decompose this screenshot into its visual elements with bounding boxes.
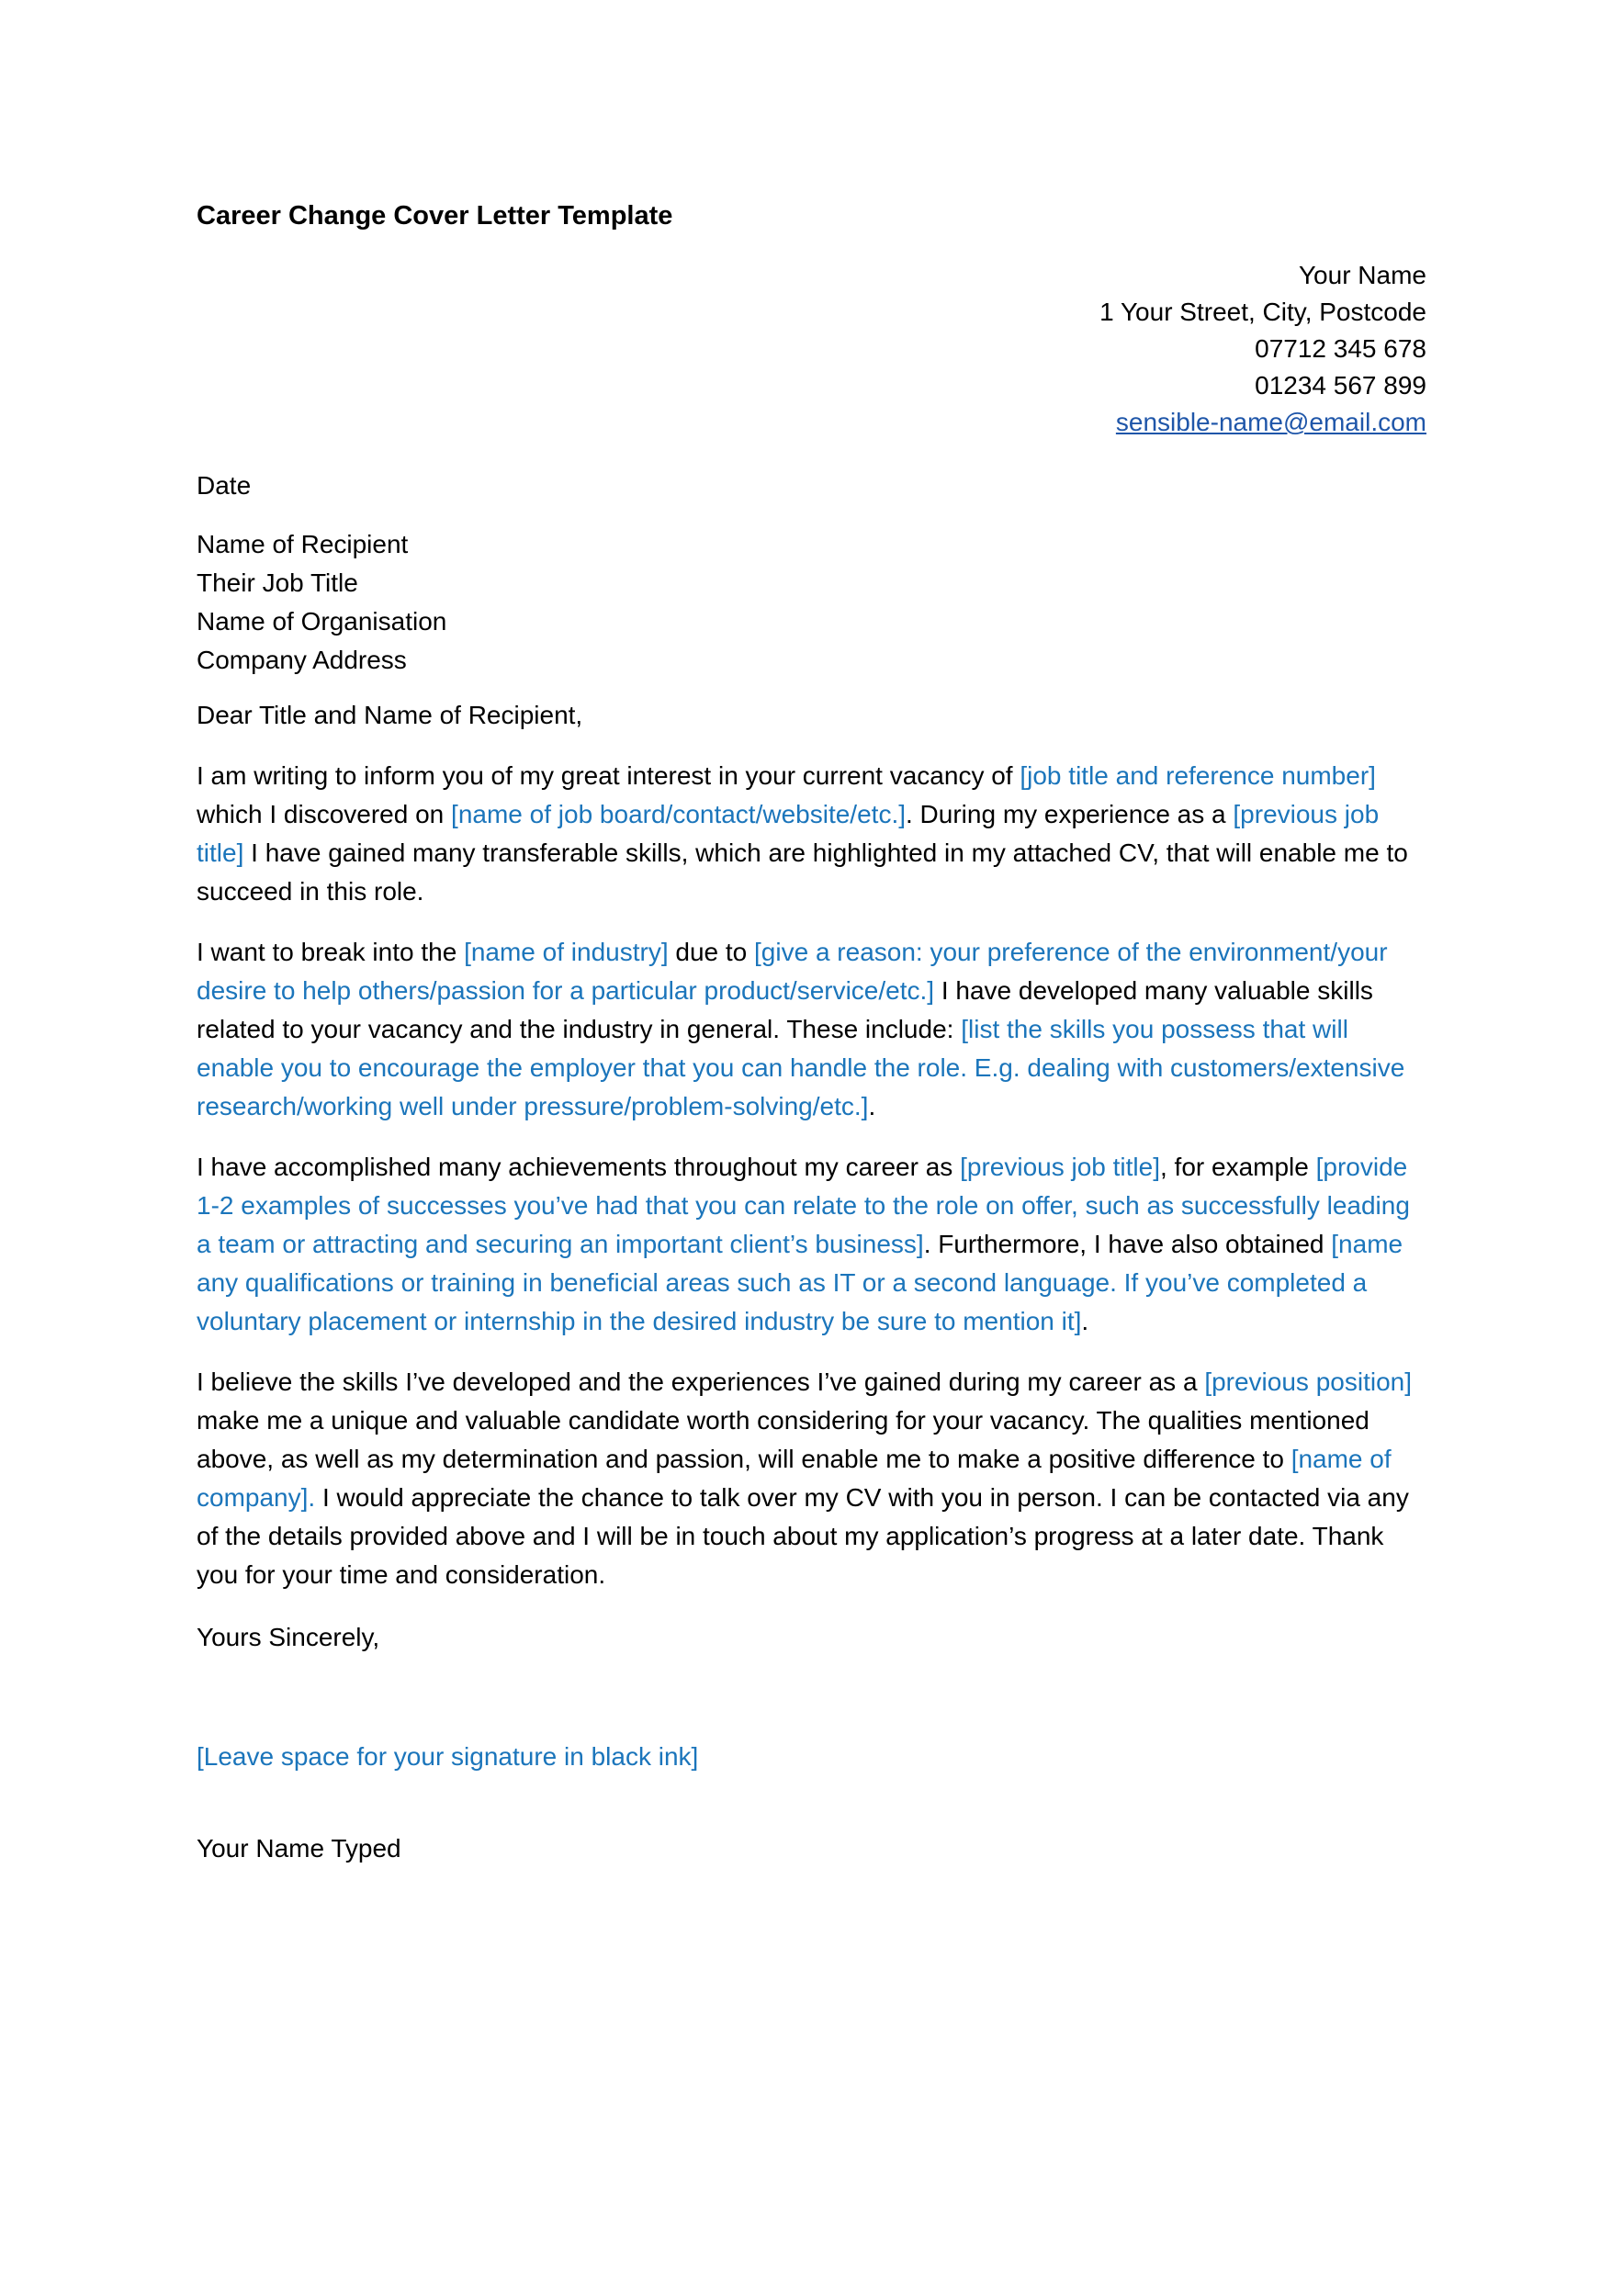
text-segment: I have accomplished many achievements throughout my career as [197, 1153, 961, 1181]
body-paragraph-4 [197, 1363, 1426, 1594]
placeholder-segment: [job title and reference number] [1020, 761, 1376, 790]
placeholder-segment: [name any qualifications or training in beneficial areas such as IT or a second language. If you’ve completed a voluntary placement or internship in the desired industry be sure to mention it] [197, 1230, 1403, 1335]
text-segment: . During my experience as a [906, 800, 1234, 828]
recipient-block [197, 525, 1426, 680]
placeholder-segment: [previous job title] [197, 800, 1380, 867]
text-segment: , for example [1159, 1153, 1316, 1181]
date-line: Date [197, 471, 252, 500]
body-paragraph-2 [197, 933, 1426, 1126]
placeholder-segment: [previous job title] [960, 1153, 1160, 1181]
recipient-name: Name of Recipient [197, 530, 409, 558]
sender-street: 1 Your Street, City, Postcode [1099, 298, 1426, 326]
placeholder-segment: [provide 1-2 examples of successes you’ve had that you can relate to the role on offer, such as successfully leading a team or attracting and securing an important client’s business] [197, 1153, 1410, 1258]
text-segment: I would appreciate the chance to talk over my CV with you in person. I can be contacted via any of the details provided above and I will be in touch about my application’s progress at a later date. Thank you for your time and consideration. [197, 1483, 1409, 1589]
placeholder-segment: [list the skills you possess that will enable you to encourage the employer that you can handle the role. E.g. dealing with customers/extensive research/working well under pressure/problem-solving/etc.] [197, 1015, 1405, 1120]
text-segment: I believe the skills I’ve developed and the experiences I’ve gained during my career as a [197, 1367, 1205, 1396]
placeholder-segment: [name of job board/contact/website/etc.] [451, 800, 906, 828]
text-segment: make me a unique and valuable candidate worth considering for your vacancy. The qualities mentioned above, as well as my determination and passion, will enable me to make a positive difference to [197, 1406, 1369, 1473]
recipient-address: Company Address [197, 646, 407, 674]
text-segment: which I discovered on [197, 800, 452, 828]
text-segment: due to [668, 938, 755, 966]
sender-name: Your Name [1298, 261, 1426, 289]
sender-landline: 01234 567 899 [1255, 371, 1426, 400]
text-segment: I have developed many valuable skills related to your vacancy and the industry in general. These include: [197, 976, 1373, 1043]
text-segment: I have gained many transferable skills, which are highlighted in my attached CV, that will enable me to succeed in this role. [197, 838, 1408, 906]
sender-block [197, 257, 1426, 441]
signature-placeholder: [Leave space for your signature in black ink] [197, 1742, 699, 1771]
recipient-job-title: Their Job Title [197, 568, 358, 597]
recipient-organisation: Name of Organisation [197, 607, 447, 636]
placeholder-segment: [give a reason: your preference of the environment/your desire to help others/passion for a particular product/service/etc.] [197, 938, 1388, 1005]
document-title: Career Change Cover Letter Template [197, 201, 673, 231]
typed-name: Your Name Typed [197, 1834, 401, 1863]
text-segment: I want to break into the [197, 938, 465, 966]
closing: Yours Sincerely, [197, 1623, 380, 1651]
salutation: Dear Title and Name of Recipient, [197, 701, 583, 729]
text-segment: . Furthermore, I have also obtained [923, 1230, 1332, 1258]
placeholder-segment: [name of company]. [197, 1445, 1392, 1512]
body-paragraph-3 [197, 1148, 1426, 1341]
text-segment: I am writing to inform you of my great interest in your current vacancy of [197, 761, 1020, 790]
text-segment: . [1081, 1307, 1089, 1335]
placeholder-segment: [name of industry] [464, 938, 669, 966]
sender-email-link[interactable]: sensible-name@email.com [1115, 408, 1426, 436]
placeholder-segment: [previous position] [1204, 1367, 1412, 1396]
body-paragraph-1 [197, 757, 1426, 911]
text-segment: . [868, 1092, 876, 1120]
sender-mobile: 07712 345 678 [1255, 334, 1426, 363]
